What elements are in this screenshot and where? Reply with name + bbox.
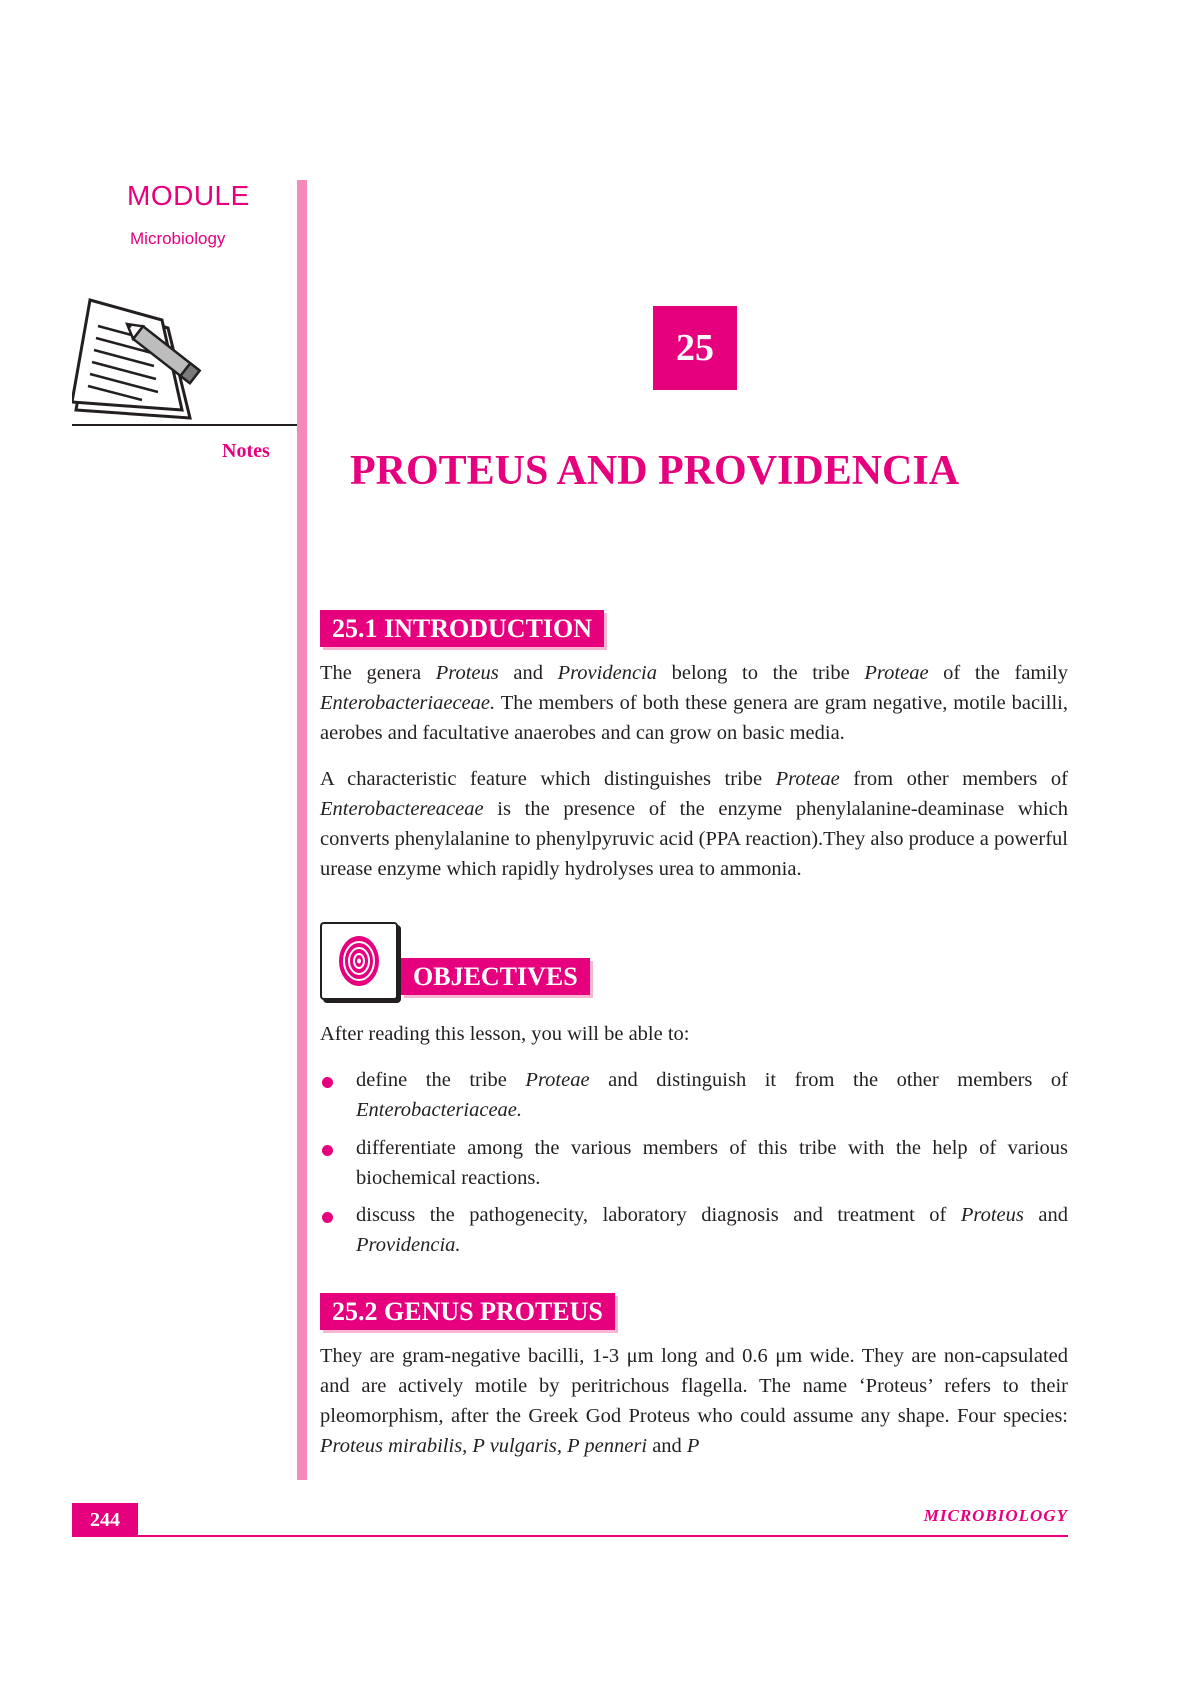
bullet-dot: [322, 1077, 333, 1088]
objectives-lead: After reading this lesson, you will be able to:: [320, 1023, 690, 1045]
objective-item: differentiate among the various members of this tribe with the help of various biochemical reactions.: [356, 1137, 1068, 1189]
objective-item: define the tribe Proteae and distinguish it from the other members of Enterobacteriaceae.: [356, 1069, 1068, 1121]
module-title: MODULE: [127, 180, 250, 211]
section-heading-introduction: 25.1 INTRODUCTION: [320, 610, 604, 647]
bullet-dot: [322, 1145, 333, 1156]
proteus-paragraph-1: They are gram-negative bacilli, 1-3 μm long and 0.6 μm wide. They are non-capsulated and are actively motile by peritrichous flagella. The name ‘Proteus’ refers to their pleomorphism, after the Greek God Proteus who could assume any shape. Four species: Proteus mirabilis, P vulgaris, P penneri and P: [320, 1345, 1068, 1457]
chapter-number: 25: [653, 306, 737, 390]
notes-pencil-icon: [72, 298, 212, 428]
intro-paragraph-2: A characteristic feature which distinguishes tribe Proteae from other members of Enterobactereaceae is the presence of the enzyme phenylalanine-deaminase which converts phenylalanine to phenylpyruvic acid (PPA reaction).They also produce a powerful urease enzyme which rapidly hydrolyses urea to ammonia.: [320, 768, 1068, 880]
sidebar-vertical-bar: [297, 180, 307, 1480]
footer-subject: MICROBIOLOGY: [923, 1506, 1068, 1525]
notes-divider: [72, 424, 300, 426]
section-heading-genus-proteus: 25.2 GENUS PROTEUS: [320, 1293, 615, 1330]
objectives-target-icon: [320, 922, 398, 1000]
target-icon: [322, 924, 396, 998]
page-number: 244: [72, 1503, 138, 1537]
section-heading-objectives: OBJECTIVES: [401, 958, 590, 995]
bullet-dot: [322, 1212, 333, 1223]
module-subject: Microbiology: [130, 229, 226, 248]
chapter-title: PROTEUS AND PROVIDENCIA: [350, 448, 960, 494]
footer-rule: [72, 1535, 1068, 1537]
notes-label: Notes: [222, 440, 270, 462]
objective-item: discuss the pathogenecity, laboratory diagnosis and treatment of Proteus and Providencia.: [356, 1204, 1068, 1256]
intro-paragraph-1: The genera Proteus and Providencia belong to the tribe Proteae of the family Enterobacteriaeceae. The members of both these genera are gram negative, motile bacilli, aerobes and facultative anaerobes and can grow on basic media.: [320, 662, 1069, 744]
